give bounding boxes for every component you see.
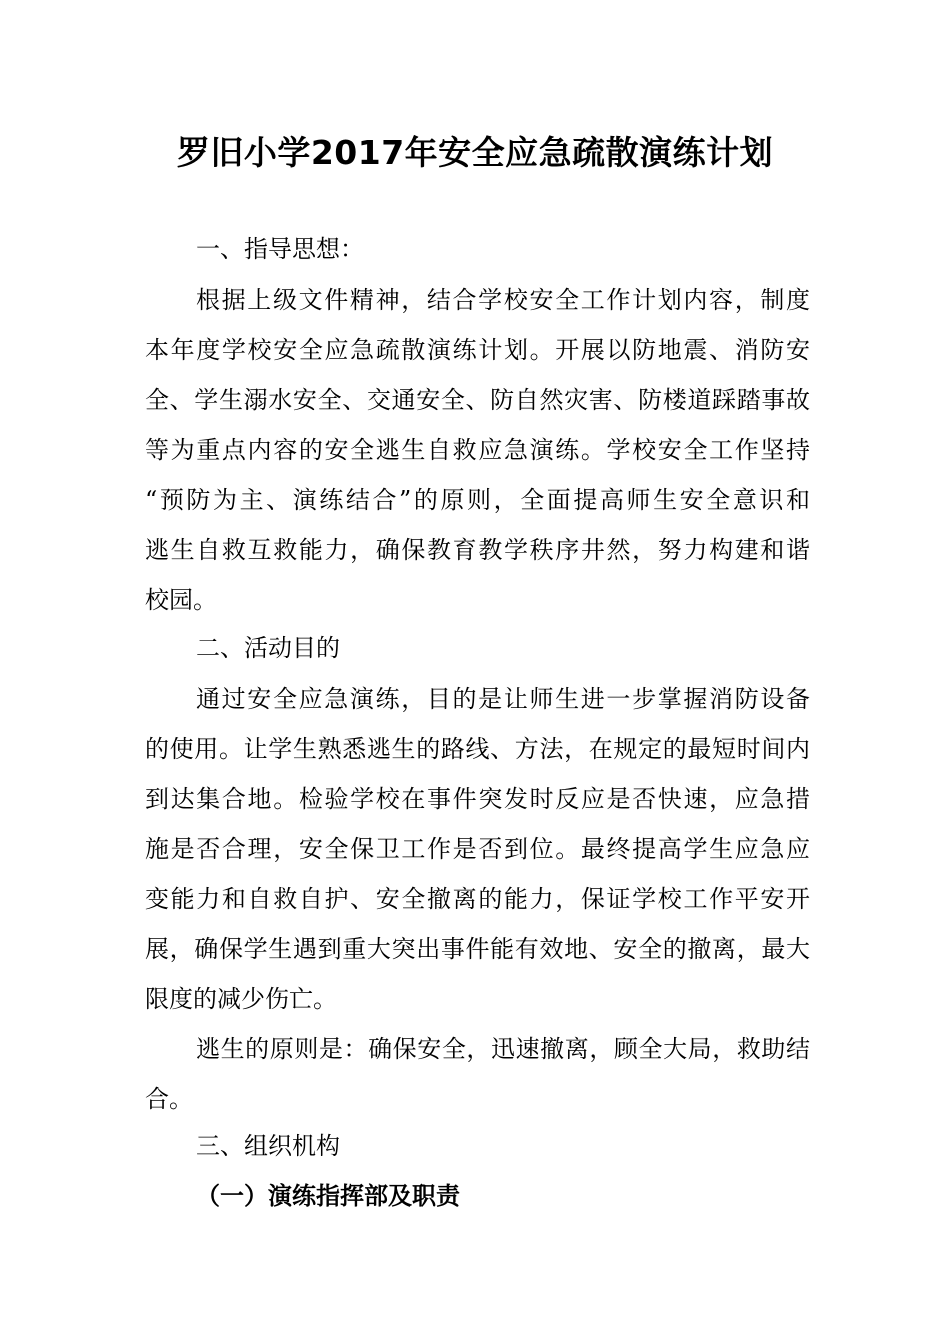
- subsection-heading-command-center: （一）演练指挥部及职责: [196, 1182, 460, 1210]
- paragraph-line: 合。: [145, 1085, 193, 1113]
- paragraph-activity-purpose: [145, 674, 810, 1024]
- paragraph-line: 通过安全应急演练，目的是让师生进一步掌握消防设备: [196, 685, 810, 713]
- paragraph-line: 全、学生溺水安全、交通安全、防自然灾害、防楼道踩踏事故: [145, 386, 810, 414]
- paragraph-guiding-ideology: [145, 275, 810, 625]
- document-title: 罗旧小学2017年安全应急疏散演练计划: [176, 133, 774, 172]
- paragraph-line: 施是否合理，安全保卫工作是否到位。最终提高学生应急应: [145, 835, 810, 863]
- paragraph-line: 校园。: [145, 586, 217, 614]
- section-heading-organization: 三、组织机构: [196, 1132, 340, 1160]
- paragraph-line: 的使用。让学生熟悉逃生的路线、方法，在规定的最短时间内: [145, 735, 810, 763]
- paragraph-line: 展，确保学生遇到重大突出事件能有效地、安全的撤离，最大: [145, 935, 810, 963]
- paragraph-line: 等为重点内容的安全逃生自救应急演练。学校安全工作坚持: [145, 436, 810, 464]
- paragraph-line: 变能力和自救自护、安全撤离的能力，保证学校工作平安开: [145, 885, 810, 913]
- section-heading-guiding-ideology: 一、指导思想：: [196, 235, 364, 263]
- section-heading-activity-purpose: 二、活动目的: [196, 634, 340, 662]
- paragraph-line: 到达集合地。检验学校在事件突发时反应是否快速，应急措: [145, 785, 810, 813]
- paragraph-line: “预防为主、演练结合”的原则，全面提高师生安全意识和: [145, 486, 810, 514]
- paragraph-line: 根据上级文件精神，结合学校安全工作计划内容，制度: [196, 286, 810, 314]
- paragraph-line: 逃生的原则是：确保安全，迅速撤离，顾全大局，救助结: [196, 1035, 810, 1063]
- paragraph-line: 限度的减少伤亡。: [145, 985, 337, 1013]
- paragraph-escape-principle: [145, 1024, 810, 1124]
- paragraph-line: 本年度学校安全应急疏散演练计划。开展以防地震、消防安: [145, 336, 810, 364]
- paragraph-line: 逃生自救互救能力，确保教育教学秩序井然，努力构建和谐: [145, 536, 810, 564]
